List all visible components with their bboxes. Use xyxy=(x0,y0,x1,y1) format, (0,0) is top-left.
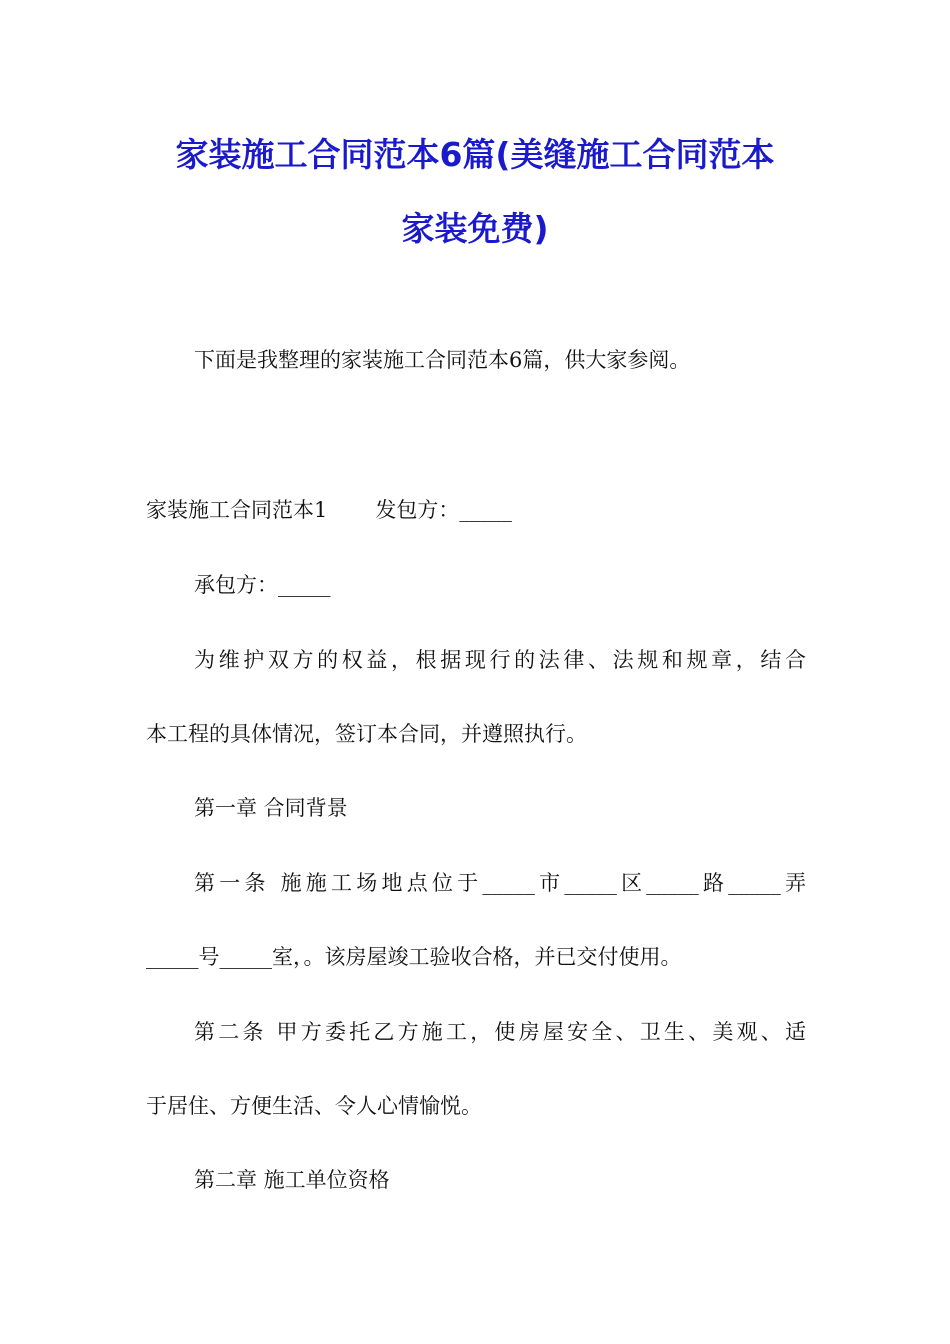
chapter-1-heading: 第一章 合同背景 xyxy=(194,796,348,820)
chapter-2-heading: 第二章 施工单位资格 xyxy=(194,1168,390,1192)
contract-heading: 家装施工合同范本1 xyxy=(146,498,328,522)
title-line-2: 家装免费) xyxy=(401,209,549,248)
article-1-line-2: _____号_____室，。该房屋竣工验收合格，并已交付使用。 xyxy=(146,945,682,969)
article-2-line-2: 于居住、方便生活、令人心情愉悦。 xyxy=(146,1094,482,1118)
document-title xyxy=(120,118,830,266)
purpose-line-2: 本工程的具体情况，签订本合同，并遵照执行。 xyxy=(146,722,587,746)
contractor-field: 承包方：_____ xyxy=(194,573,331,597)
purpose-line-1: 为维护双方的权益，根据现行的法律、法规和规章，结合 xyxy=(194,648,806,672)
contract-heading-row xyxy=(146,473,806,547)
article-2-line-1: 第二条 甲方委托乙方施工，使房屋安全、卫生、美观、适 xyxy=(194,1020,806,1044)
intro-paragraph: 下面是我整理的家装施工合同范本6篇，供大家参阅。 xyxy=(194,348,691,372)
article-1-line-1: 第一条 施施工场地点位于_____市_____区_____路_____弄 xyxy=(194,871,806,895)
title-line-1: 家装施工合同范本6篇(美缝施工合同范本 xyxy=(175,135,775,174)
employer-field: 发包方：_____ xyxy=(375,498,512,522)
